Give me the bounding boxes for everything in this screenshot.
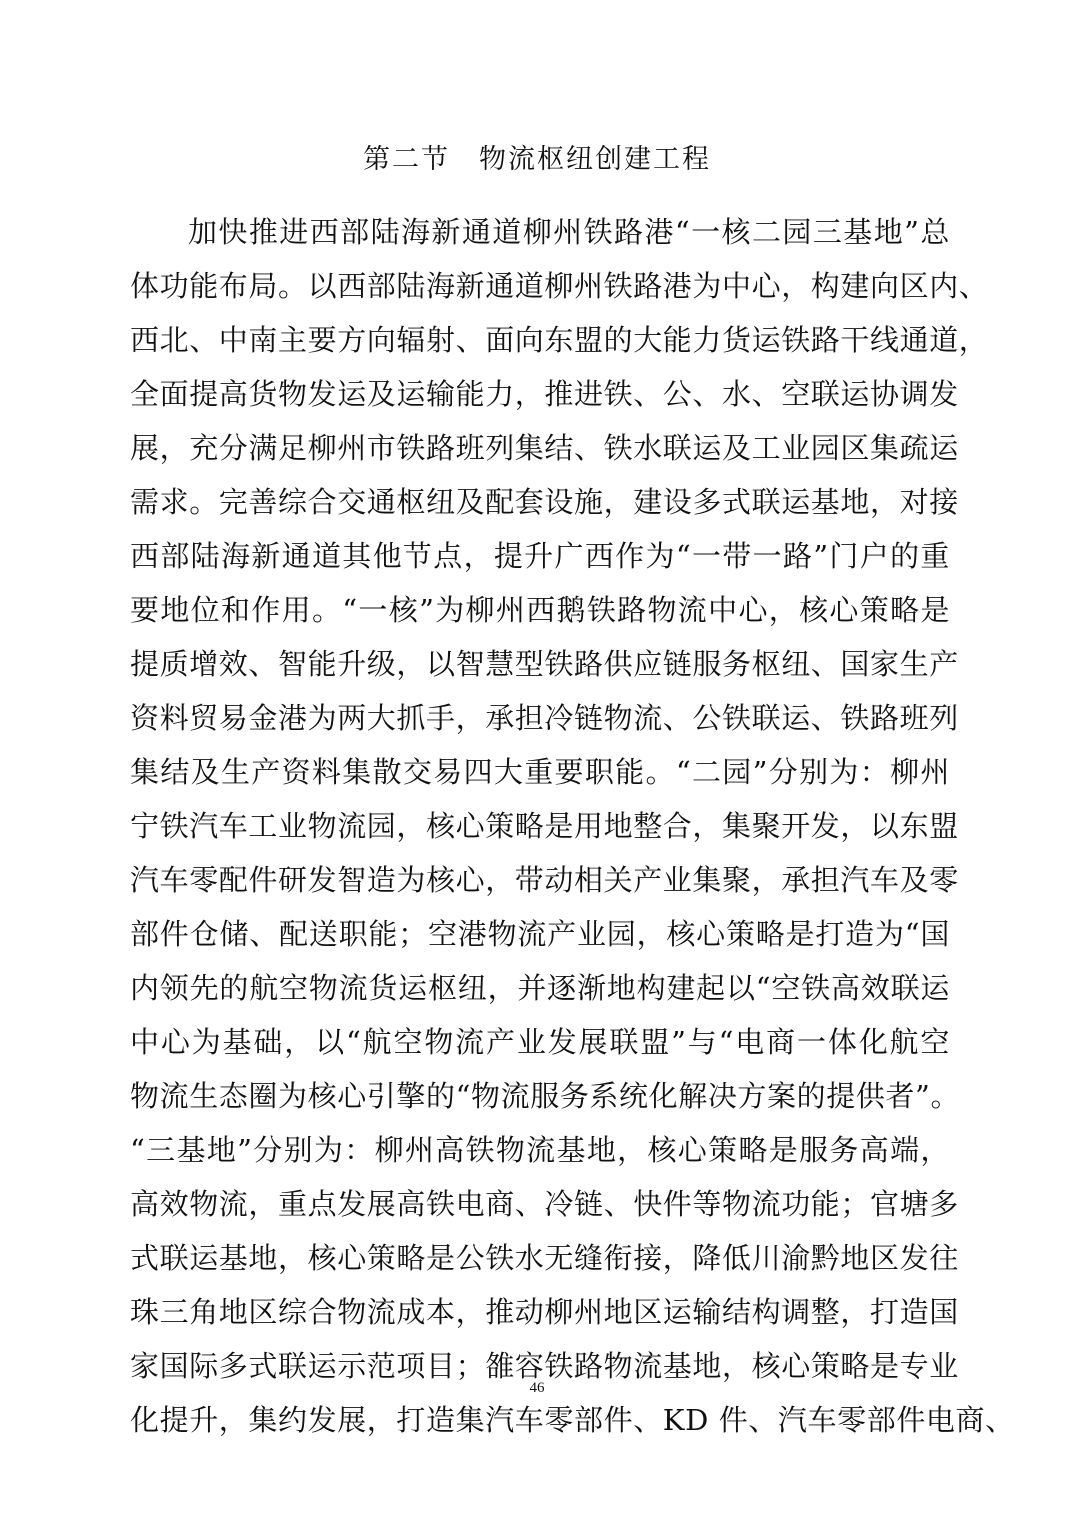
text-line: 宁铁汽车工业物流园，核心策略是用地整合，集聚开发，以东盟 bbox=[130, 809, 959, 843]
text-line: 要地位和作用。“一核”为柳州西鹅铁路物流中心，核心策略是 bbox=[130, 593, 950, 627]
text-line: 物流生态圈为核心引擎的“物流服务系统化解决方案的提供者”。 bbox=[130, 1079, 961, 1113]
text-line: 家国际多式联运示范项目；雒容铁路物流基地，核心策略是专业 bbox=[130, 1349, 959, 1383]
text-line: 需求。完善综合交通枢纽及配套设施，建设多式联运基地，对接 bbox=[130, 485, 959, 519]
text-line: “三基地”分别为：柳州高铁物流基地，核心策略是服务高端， bbox=[130, 1133, 950, 1167]
text-line: 全面提高货物发运及运输能力，推进铁、公、水、空联运协调发 bbox=[130, 377, 959, 411]
text-line: 体功能布局。以西部陆海新通道柳州铁路港为中心，构建向区内、 bbox=[130, 269, 989, 303]
text-line: 化提升，集约发展，打造集汽车零部件、KD 件、汽车零部件电商、 bbox=[130, 1403, 1015, 1437]
text-line: 高效物流，重点发展高铁电商、冷链、快件等物流功能；官塘多 bbox=[130, 1187, 959, 1221]
text-line: 中心为基础，以“航空物流产业发展联盟”与“电商一体化航空 bbox=[130, 1025, 950, 1059]
text-line: 资料贸易金港为两大抓手，承担冷链物流、公铁联运、铁路班列 bbox=[130, 701, 959, 735]
text-line: 集结及生产资料集散交易四大重要职能。“二园”分别为：柳州 bbox=[130, 755, 950, 789]
text-line: 西北、中南主要方向辐射、面向东盟的大能力货运铁路干线通道， bbox=[130, 323, 989, 357]
section-title: 第二节 物流枢纽创建工程 bbox=[363, 144, 711, 175]
text-line: 式联运基地，核心策略是公铁水无缝衔接，降低川渝黔地区发往 bbox=[130, 1241, 959, 1275]
text-line: 加快推进西部陆海新通道柳州铁路港“一核二园三基地”总 bbox=[188, 215, 950, 249]
text-line: 内领先的航空物流货运枢纽，并逐渐地构建起以“空铁高效联运 bbox=[130, 971, 950, 1005]
text-line: 提质增效、智能升级，以智慧型铁路供应链服务枢纽、国家生产 bbox=[130, 647, 959, 681]
text-line: 西部陆海新通道其他节点，提升广西作为“一带一路”门户的重 bbox=[130, 539, 950, 573]
body-text bbox=[130, 205, 1015, 1447]
text-line: 珠三角地区综合物流成本，推动柳州地区运输结构调整，打造国 bbox=[130, 1295, 959, 1329]
text-line: 展，充分满足柳州市铁路班列集结、铁水联运及工业园区集疏运 bbox=[130, 431, 959, 465]
text-line: 部件仓储、配送职能；空港物流产业园，核心策略是打造为“国 bbox=[130, 917, 950, 951]
text-line: 汽车零配件研发智造为核心，带动相关产业集聚，承担汽车及零 bbox=[130, 863, 959, 897]
page-number: 46 bbox=[529, 1380, 545, 1396]
